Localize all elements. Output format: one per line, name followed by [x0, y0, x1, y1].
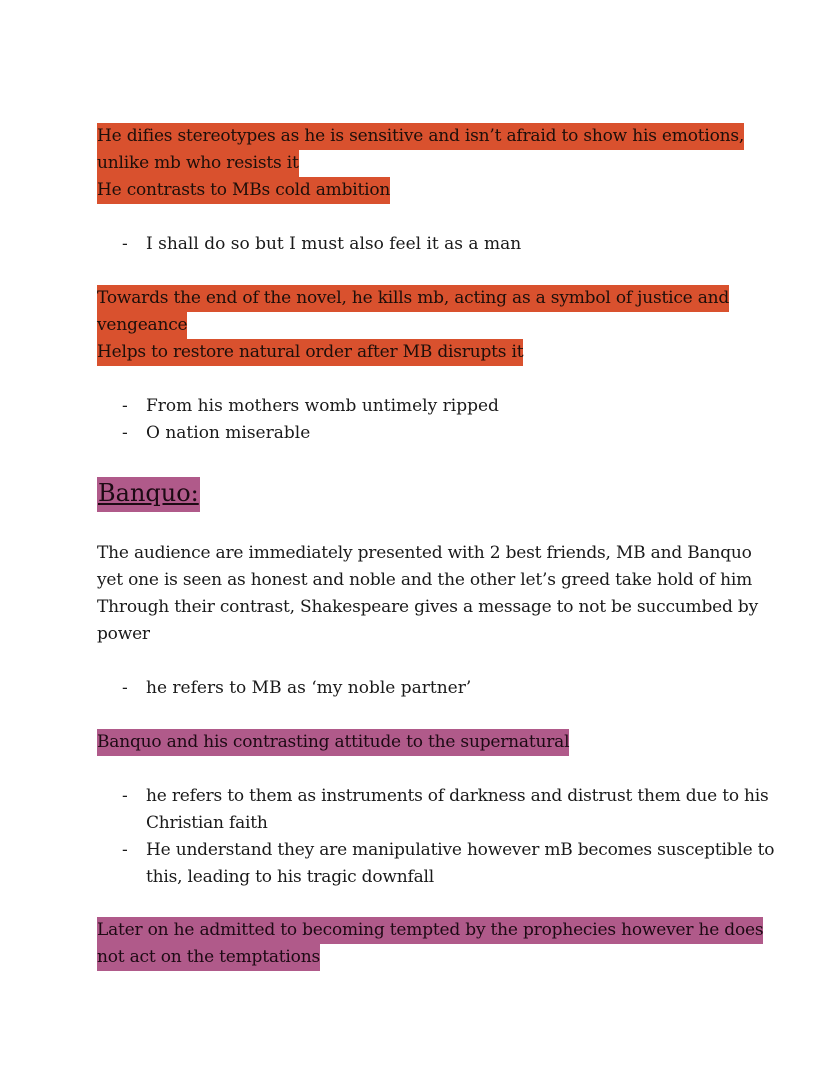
- bullet-text: From his mothers womb untimely ripped: [146, 396, 499, 416]
- banquo-paragraph: [97, 540, 758, 648]
- bullet-text-line: this, leading to his tragic downfall: [146, 867, 434, 887]
- paragraph-line: The audience are immediately presented with 2 best friends, MB and Banquo: [97, 543, 752, 563]
- highlight-line: He difies stereotypes as he is sensitive and isn’t afraid to show his emotions,: [97, 123, 744, 150]
- heading-text: Banquo:: [97, 477, 200, 512]
- highlight-line: unlike mb who resists it: [97, 150, 299, 177]
- section-heading-banquo: [97, 476, 200, 510]
- paragraph-line: Through their contrast, Shakespeare gives a message to not be succumbed by: [97, 597, 758, 617]
- bullet-dash: -: [122, 840, 128, 860]
- highlight-line: Later on he admitted to becoming tempted by the prophecies however he does: [97, 917, 763, 944]
- paragraph-line: power: [97, 624, 150, 644]
- bullet-text: I shall do so but I must also feel it as a man: [146, 234, 522, 254]
- highlight-line: vengeance: [97, 312, 187, 339]
- bullet-dash: -: [122, 234, 128, 254]
- bullet-text: O nation miserable: [146, 423, 311, 443]
- highlight-line: Helps to restore natural order after MB disrupts it: [97, 339, 523, 366]
- bullet-dash: -: [122, 678, 128, 698]
- bullet-text: [146, 837, 775, 891]
- highlight-macduff-emotions: [97, 123, 747, 204]
- highlight-line: not act on the temptations: [97, 944, 320, 971]
- highlight-line: Banquo and his contrasting attitude to the supernatural: [97, 729, 569, 756]
- highlight-banquo-supernatural: [97, 729, 747, 756]
- bullet-dash: -: [122, 786, 128, 806]
- bullet-text-line: Christian faith: [146, 813, 268, 833]
- bullet-text-line: he refers to them as instruments of darkness and distrust them due to his: [146, 786, 769, 806]
- highlight-line: Towards the end of the novel, he kills mb, acting as a symbol of justice and: [97, 285, 729, 312]
- bullet-text: [146, 783, 769, 837]
- bullet-dash: -: [122, 396, 128, 416]
- bullet-dash: -: [122, 423, 128, 443]
- highlight-macduff-justice: [97, 285, 747, 366]
- paragraph-line: yet one is seen as honest and noble and the other let’s greed take hold of him: [97, 570, 753, 590]
- bullet-text: he refers to MB as ‘my noble partner’: [146, 678, 472, 698]
- bullet-text-line: He understand they are manipulative however mB becomes susceptible to: [146, 840, 775, 860]
- highlight-line: He contrasts to MBs cold ambition: [97, 177, 390, 204]
- highlight-banquo-temptation: [97, 917, 764, 971]
